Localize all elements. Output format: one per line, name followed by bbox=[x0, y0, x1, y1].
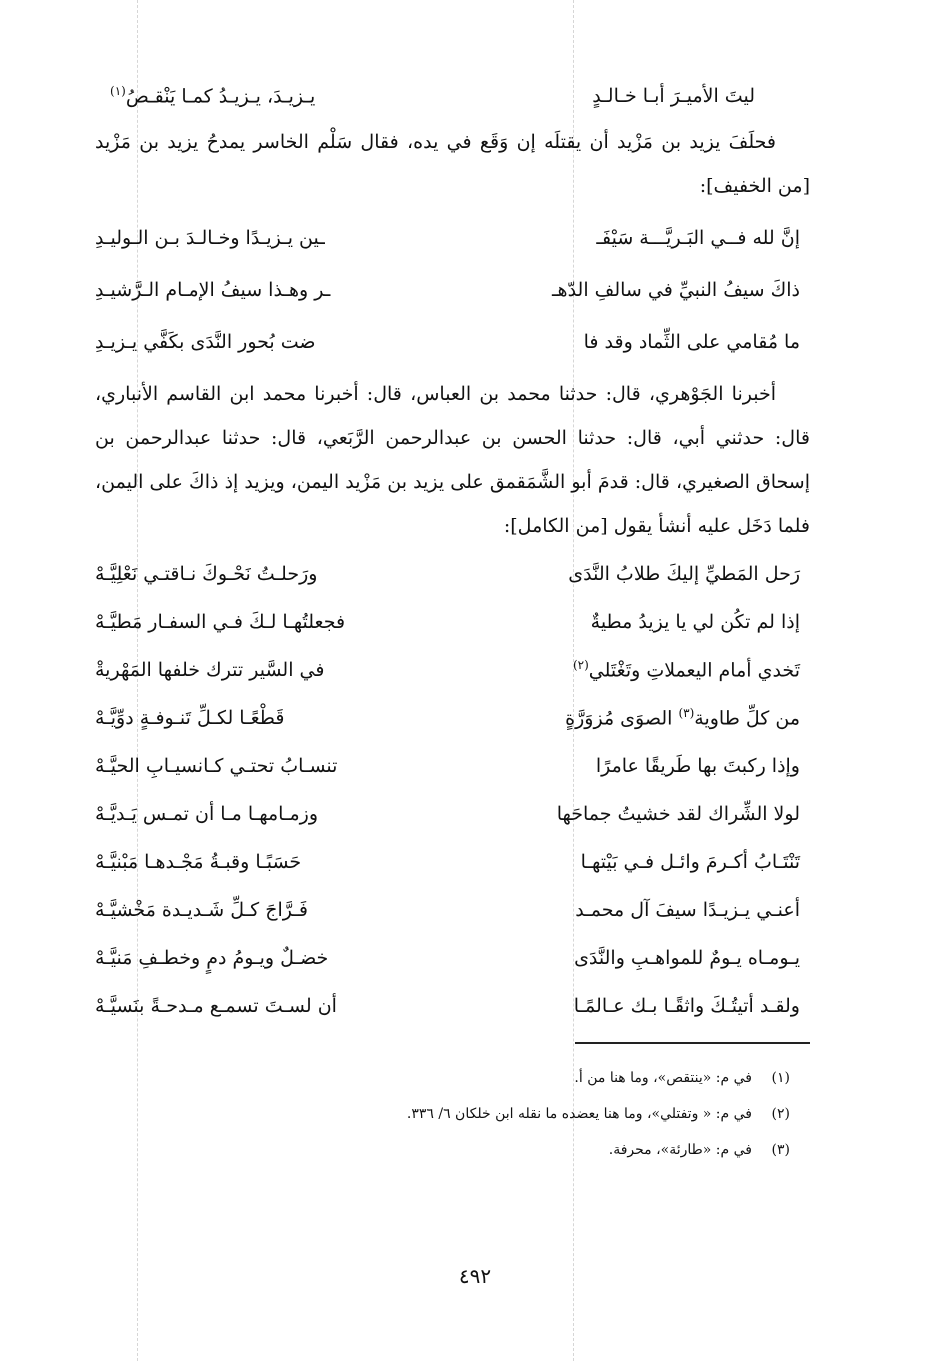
footnote bbox=[95, 1096, 810, 1132]
verse-hemistich bbox=[460, 658, 810, 681]
verse-hemistich: ذاكَ سيفُ النبيِّ في سالفِ الدّهـ bbox=[551, 279, 800, 301]
footnote-number: (٢) bbox=[771, 1106, 790, 1122]
verse-hemistich: ليتَ الأميـرَ أبـا خـالـدٍ bbox=[592, 85, 755, 107]
paragraph: فحلَفَ يزيد بن مَزْيد أن يقتلَه إن وَقَع في يده، فقال سَلْم الخاسر يمدحُ يزيد بن مَزْيد [من الخفيف]: bbox=[95, 131, 810, 197]
verse-line bbox=[95, 790, 810, 838]
verse-hemistich: وإذا ركبتَ بها طَريقًا عامرًا bbox=[595, 755, 800, 777]
poem-khafif bbox=[95, 212, 810, 368]
verse-hemistich: رَحل المَطيِّ إليكَ طلابُ النَّدَى bbox=[568, 563, 800, 585]
page-content bbox=[95, 72, 810, 1168]
footnote bbox=[95, 1132, 810, 1168]
verse-hemistich: ما مُقامي على الثِّماد وقد فا bbox=[583, 331, 800, 353]
footnote-ref: (٣) bbox=[678, 706, 695, 721]
footnote-divider bbox=[575, 1042, 810, 1044]
footnote-number: (٣) bbox=[771, 1142, 790, 1158]
verse-line bbox=[95, 934, 810, 982]
verse-hemistich: حَسَبًـا وقبـةُ مَجْـدهـا مَبْنيَّـهْ bbox=[95, 851, 302, 873]
verse-hemistich: تنسـابُ تحتـي كـانسيـابِ الحيَّـهْ bbox=[95, 755, 338, 777]
verse-hemistich: ـر وهـذا سيفُ الإمـام الـرَّشيـدِ bbox=[95, 279, 331, 301]
footnotes bbox=[95, 1060, 810, 1168]
footnote-text: في م: « وتفتلي»، وما هنا يعضده ما نقله ابن خلكان ٦/ ٣٣٦. bbox=[406, 1106, 752, 1122]
footnote-number: (١) bbox=[771, 1070, 790, 1086]
footnote-ref: (٢) bbox=[572, 658, 589, 673]
opening-verse bbox=[95, 72, 765, 120]
paragraph: أخبرنا الجَوْهري، قال: حدثنا محمد بن العباس، قال: أخبرنا محمد ابن القاسم الأنباري، قال: حدثني أبي، قال: حدثنا الحسن بن عبدالرحمن الرَّبَعي، قال: حدثنا عبدالرحمن بن إسحاق الصغيري، قال: قدمَ أبو الشَّمَقمق على يزيد بن مَزْيد اليمن، ويزيد إذ ذاكَ على اليمن، فلما دَخَل عليه أنشأ يقول [من الكامل]: bbox=[95, 383, 810, 537]
verse-hemistich: في السَّير تترك خلفها المَهْريةْ bbox=[95, 659, 325, 681]
footnote bbox=[95, 1060, 810, 1096]
verse-text: من كلِّ طاوية bbox=[694, 707, 800, 730]
verse-line bbox=[95, 550, 810, 598]
verse-hemistich bbox=[110, 84, 430, 107]
verse-line bbox=[95, 646, 810, 694]
verse-hemistich: يـومـاه يـومٌ للمواهـبِ والنَّدَى bbox=[574, 947, 800, 969]
verse-line bbox=[95, 694, 810, 742]
verse-hemistich: ورَحلـتُ نَحْـوكَ نـاقتـي نَعْلِيَّـهْ bbox=[95, 563, 318, 585]
verse-hemistich: أن لسـتَ تسمـع مـدحـةً بنَسيَّـهْ bbox=[95, 995, 337, 1017]
verse-line bbox=[95, 598, 810, 646]
verse-line bbox=[95, 264, 810, 316]
verse-line bbox=[95, 316, 810, 368]
verse-hemistich: أعنـي يـزيـدًا سيفَ آل محمـد bbox=[575, 899, 800, 921]
footnote-text: في م: «طارئة»، محرفة. bbox=[608, 1142, 752, 1158]
verse-line bbox=[95, 886, 810, 934]
verse-hemistich: ولقـد أتيتُـكَ واثقًـا بـك عـالمًـا bbox=[573, 995, 800, 1017]
verse-hemistich: خضـلٌ ويـومُ دمٍ وخطـفِ مَنيَّـهْ bbox=[95, 947, 329, 969]
footnote-text: في م: «ينتقص»، وما هنا من أ. bbox=[574, 1070, 752, 1086]
verse-hemistich: وزمـامهـا مـا أن تمـس يَـديَّـهْ bbox=[95, 803, 319, 825]
verse-hemistich: قَطْعًـا لكـلِّ تَنـوفـةٍ دوِّيَّـهْ bbox=[95, 707, 285, 729]
verse-hemistich: ضت بُحور النَّدَى بكَفَّي يـزيـدِ bbox=[95, 331, 316, 353]
verse-line bbox=[95, 212, 810, 264]
verse-text: يـزيـدَ، يـزيـدُ كمـا يَنْقـصُ bbox=[125, 85, 316, 108]
verse-hemistich: فَـرَّاجَ كـلِّ شَـديـدة مَخْشيَّـهْ bbox=[95, 899, 308, 921]
verse-text: الصوَى مُزوَرَّةٍ bbox=[565, 707, 679, 730]
verse-line bbox=[95, 982, 810, 1030]
verse-hemistich: تَنْتَـابُ أكـرمَ وائـل فـي بَيْتهـا bbox=[580, 851, 800, 873]
verse-text: تَخدي أمام اليعملاتِ وتَغْتَلي bbox=[588, 659, 800, 682]
footnote-ref: (١) bbox=[110, 84, 126, 99]
verse-hemistich bbox=[460, 706, 810, 729]
verse-hemistich: فجعلتُهـا لـكَ فـي السفـار مَطيَّـهْ bbox=[95, 611, 346, 633]
verse-hemistich: إنَّ لله فــي البَـريَّـــة سَيْفَـ bbox=[596, 227, 800, 249]
page-number: ٤٩٢ bbox=[458, 1264, 492, 1288]
verse-hemistich: ـين يـزيـدًا وخـالـدَ بـن الـوليـدِ bbox=[95, 227, 325, 249]
verse-line bbox=[95, 838, 810, 886]
poem-kamil bbox=[95, 550, 810, 1030]
verse-hemistich: لولا الشِّراك لقد خشيتُ جماحَها bbox=[556, 803, 800, 825]
verse-line bbox=[95, 742, 810, 790]
verse-hemistich: إذا لم تكُن لي يا يزيدُ مطيةٌ bbox=[590, 611, 800, 633]
